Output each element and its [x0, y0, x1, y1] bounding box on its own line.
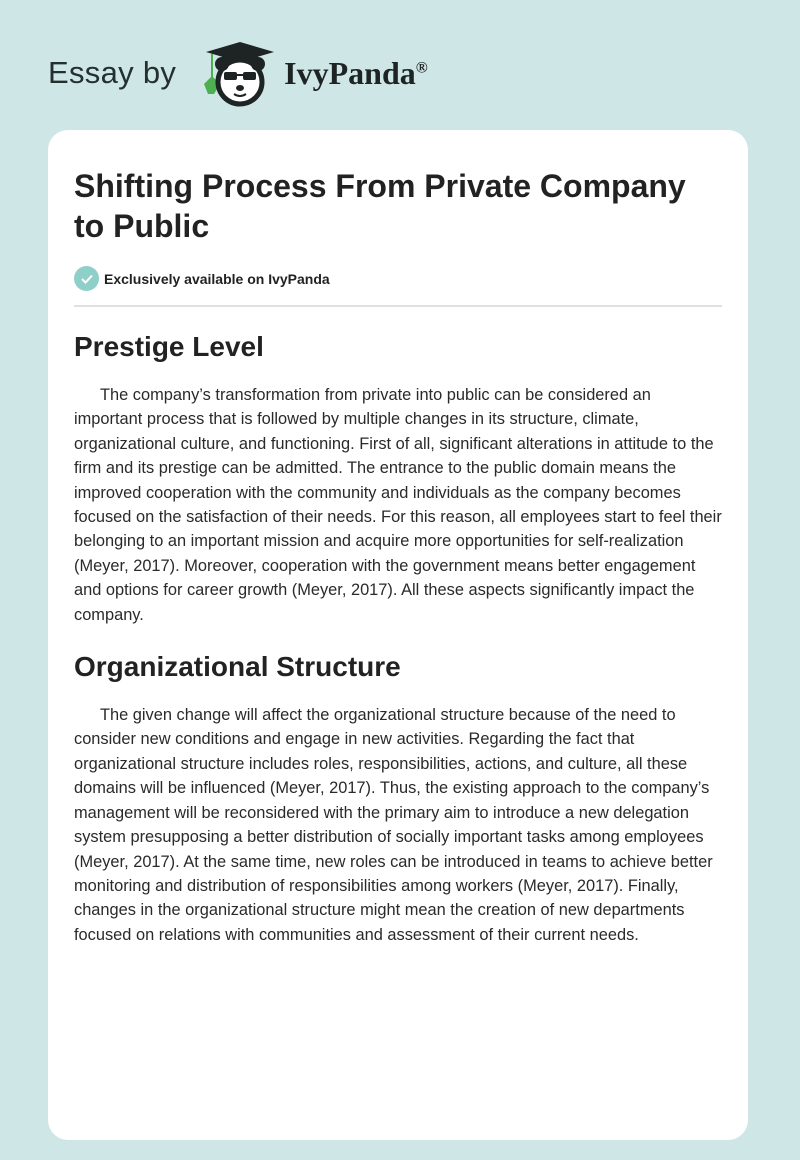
- exclusive-badge: [74, 266, 722, 291]
- divider: [74, 305, 722, 307]
- site-header: [48, 38, 428, 108]
- section-paragraph: The company’s transformation from private into public can be considered an important process that is followed by multiple changes in its structure, climate, organizational culture, and functioning. First of all, significant alterations in attitude to the firm and its prestige can be admitted. The entrance to the public domain means the improved cooperation with the community and individuals as the company becomes focused on the satisfaction of their needs. For this reason, all employees start to feel their belonging to an important mission and acquire more opportunities for self-realization (Meyer, 2017). Moreover, cooperation with the government means better engagement and options for career growth (Meyer, 2017). All these aspects significantly impact the company.: [74, 386, 722, 624]
- check-icon: [74, 266, 99, 291]
- section-heading: Prestige Level: [74, 331, 264, 362]
- panda-logo-icon[interactable]: [194, 38, 278, 108]
- essay-by-label: Essay by: [48, 55, 177, 90]
- section-paragraph: The given change will affect the organizational structure because of the need to consider new conditions and engage in new activities. Regarding the fact that organizational structure includes roles, responsibilities, actions, and culture, all these domains will be influenced (Meyer, 2017). Thus, the existing approach to the company’s management will be reconsidered with the primary aim to introduce a new delegation system presupposing a better distribution of socially important tasks among employees (Meyer, 2017). At the same time, new roles can be introduced in teams to achieve better monitoring and distribution of responsibilities among workers (Meyer, 2017). Finally, changes in the organizational structure might mean the creation of new departments focused on relations with communities and assessment of their current needs.: [74, 706, 713, 944]
- brand-logo-text[interactable]: IvyPanda®: [284, 54, 428, 91]
- essay-card: [48, 130, 748, 1140]
- badge-label: Exclusively available on IvyPanda: [104, 270, 330, 287]
- page-title: Shifting Process From Private Company to Public: [74, 168, 686, 244]
- section-heading: Organizational Structure: [74, 651, 401, 683]
